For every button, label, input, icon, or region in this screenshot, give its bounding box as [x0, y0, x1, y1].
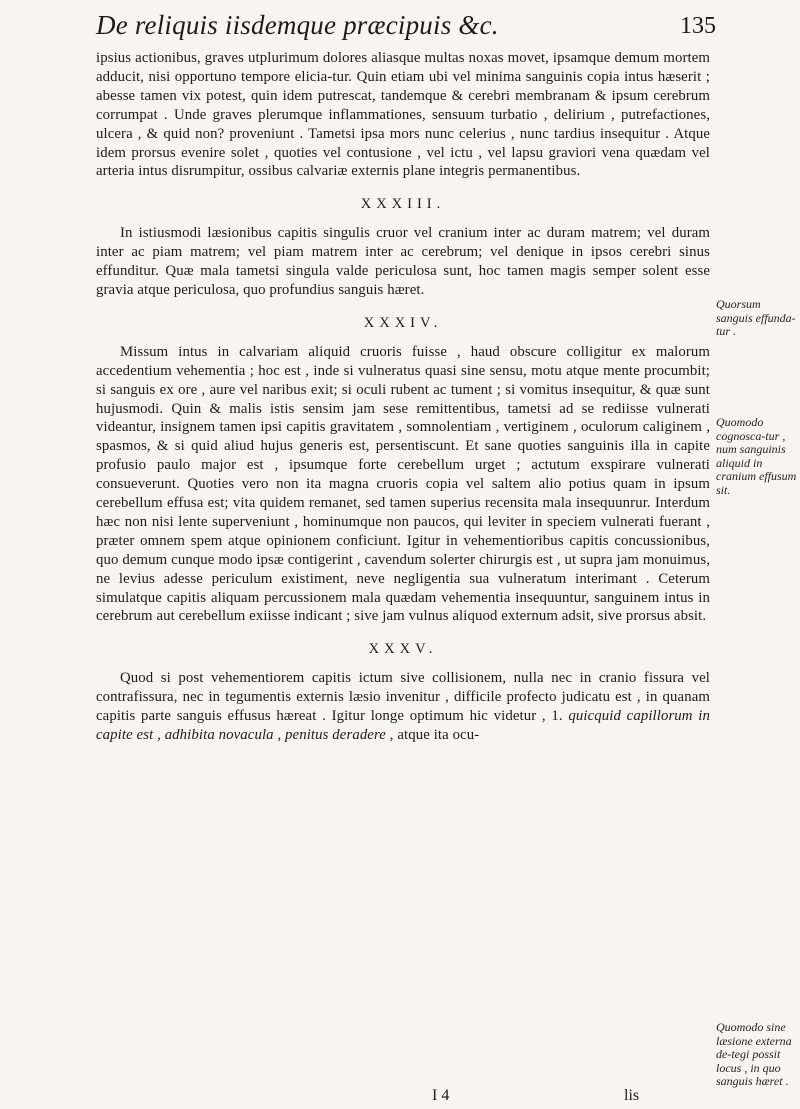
paragraph-35 [96, 669, 710, 745]
page-footer [0, 1087, 800, 1107]
section-number-33: XXXIII. [360, 196, 446, 213]
paragraph-continuation: ipsius actionibus, graves utplurimum dolores aliasque multas noxas movet, ipsamque demum mortem adducit, nisi opportuno tempore elicia-tur. Quin etiam ubi vel minima sanguinis copia intus hæserit ; abesse tamen vix potest, quin idem putrescat, tandemque & cerebri membranam & ipsum cerebrum corrumpat . Unde graves plerumque inflammationes, sensuum turbatio , delirium , putrefactiones, ulcera , & quid non? proveniunt . Tametsi ipsa mors nunc celerius , nunc tardius insequitur . Atque idem prorsus evenire solet , quoties vel contusione , vel ictu , vel lapsu graviori vena quædam vel arteria intus disrumpitur, ossibus calvariæ externis plane integris permanentibus. [96, 50, 710, 180]
main-text [96, 49, 710, 745]
margin-note-33: Quorsum sanguis effunda-tur . [716, 297, 796, 338]
paragraph-33: In istiusmodi læsionibus capitis singulis cruor vel cranium inter ac duram matrem; vel duram inter ac piam matrem; vel piam matrem inter ac cerebrum; vel denique in ipsos cerebri sinus effunditur. Quæ mala tametsi singula valde periculosa sunt, hoc tamen magis semper solent esse gravia atque periculosa, quo profundius sanguis hæret. [96, 225, 710, 298]
section-number-34: XXXIV. [363, 314, 443, 331]
running-header [96, 10, 716, 50]
paragraph-35-text-c: , atque ita ocu- [385, 727, 480, 743]
paragraph-35-text-a: Quod si post vehementiorem capitis ictum sive collisionem, nulla nec in cranio fissura vel contrafissura, nec in tegumentis externis læsio invenitur , difficile profecto judicatu est , in quanam capitis parte sanguis effusus hæreat . Igitur longe optimum hic videtur , 1. [96, 670, 710, 725]
paragraph-35-italic-instruction: quicquid capillorum in capite est , adhibita novacula , penitus deradere [96, 708, 710, 743]
margin-note-35: Quomodo sine læsione externa de-tegi possit locus , in quo sanguis hæret . [716, 1020, 792, 1088]
paragraph-34: Missum intus in calvariam aliquid cruoris fuisse , haud obscure colligitur ex malorum accedentium vehementia ; hoc est , inde si vulneratus quasi sine sensu, motu atque mente procumbit; si sanguis ex ore , aure vel naribus exit; si oculi rubent ac tument ; si vomitus insequitur, & quæ sunt hujusmodi. Quin & malis istis sensim jam sese remittentibus, tametsi ad se rediisse vulnerati videantur, insignem tamen ipsi capitis gravitatem , somnolentiam , vertiginem , oculorum caliginem , spasmos, & si quid aliud hujus generis est, persentiscunt. Et sane quoties sanguinis illa in capite profusio paulo major est , ipsumque forte cerebellum urget ; actutum exspirare vulnerati consueverunt. Quoties vero non ita magna cruoris copia vel saltem alio potius quam in ipsum cerebellum effusa est; vita quidem remanet, sed tamen superius recensita mala insequunrur. Interdum hæc non nisi lente superveniunt , hominumque non paucos, qui leviter in speciem vulnerati fuerant , præter omnem spem atque opinionem conficiunt. Igitur in vehementioribus capitis concussionibus, quo demum cunque modo ipsæ contigerint , cavendum solerter chirurgis est , ut supra jam monuimus, ne levius adesse periculum existiment, neve negligentia sua vulneratum interimant . Ceterum simulatque capitis aliquam percussionem mala quædam vehementia insequuntur, sanguinem intus in cerebrum aut cerebellum exiisse indicant ; sive jam vulnus aliquod externum adsit, sive prorsus absit. [96, 343, 710, 625]
page-number: 135 [680, 13, 716, 39]
running-title: De reliquis iisdemque præcipuis &c. [96, 10, 499, 40]
signature-mark: I 4 [432, 1087, 450, 1104]
margin-note-34: Quomodo cognosca-tur , num sanguinis aliquid in cranium effusum sit. [716, 415, 797, 497]
section-number-35: XXXV. [368, 641, 438, 658]
catchword: lis [624, 1087, 640, 1104]
